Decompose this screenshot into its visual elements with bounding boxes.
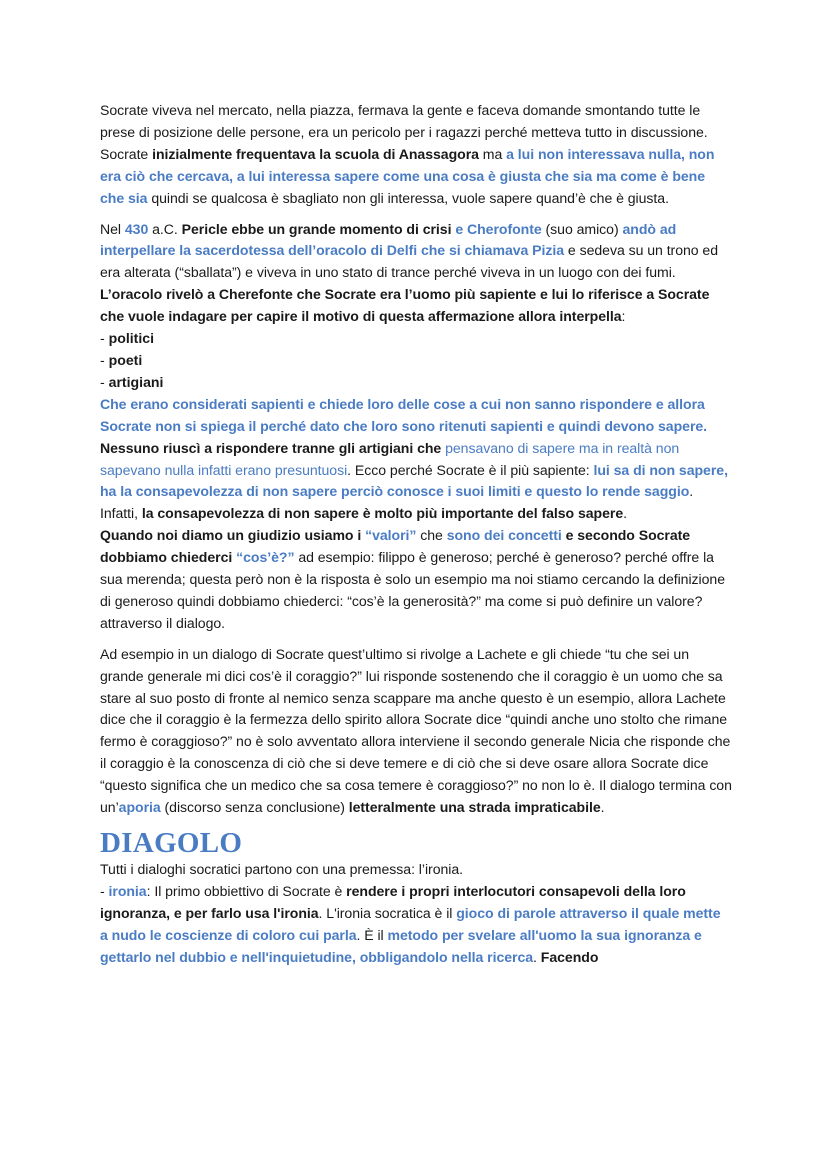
list-item bbox=[100, 372, 732, 394]
text-span: Infatti, bbox=[100, 505, 142, 522]
highlight-span: e Cherofonte bbox=[455, 220, 542, 237]
text-span: quindi se qualcosa è sbagliato non gli interessa, vuole sapere quand’è che è giusta. bbox=[147, 189, 669, 206]
text-span: . bbox=[600, 799, 605, 816]
highlight-span: sono dei concetti bbox=[446, 527, 562, 544]
text-span: . È il bbox=[356, 926, 388, 943]
highlight-span: “cos’è?” bbox=[236, 549, 295, 566]
paragraph-anassagora bbox=[100, 144, 732, 210]
highlight-span: 430 bbox=[124, 220, 149, 237]
text-span: . bbox=[689, 483, 694, 500]
highlight-span: gioco di parole attraverso il quale mette a nudo le coscienze di coloro cui parla bbox=[100, 904, 721, 943]
paragraph-consapevolezza bbox=[100, 503, 732, 525]
text-span: : Il primo obbiettivo di Socrate è bbox=[146, 882, 347, 899]
sapienti-list bbox=[100, 328, 732, 394]
bold-span: Quando noi diamo un giudizio usiamo i bbox=[100, 527, 366, 544]
text-span: e sedeva su un trono ed era alterata (“sballata”) e viveva in uno stato di trance perché viveva in un luogo con dei fumi. bbox=[100, 242, 719, 281]
paragraph-premessa bbox=[100, 859, 732, 881]
text-span: . Ecco perché Socrate è il più sapiente: bbox=[347, 461, 594, 478]
highlight-span: aporia bbox=[118, 799, 161, 816]
text-span: Nel bbox=[100, 220, 125, 237]
highlight-span: lui sa di non sapere, ha la consapevolezza di non sapere perciò conosce i suoi limiti e questo lo rende saggio bbox=[100, 461, 728, 500]
paragraph-sapienti bbox=[100, 394, 732, 438]
text-span: a.C. bbox=[148, 220, 182, 237]
section-heading: DIAGOLO bbox=[100, 827, 243, 859]
text-span: ad esempio: filippo è generoso; perché è generoso? perché offre la sua merenda; questa però non è la risposta è solo un esempio ma noi stiamo cercando la definizione di generoso quindi dobbiamo chiederci: “cos’è la generosità?” ma come si può definire un valore? attraverso il dialogo. bbox=[100, 549, 725, 631]
bold-span: Facendo bbox=[540, 948, 599, 965]
text-span: . bbox=[533, 948, 541, 965]
paragraph-lachete bbox=[100, 644, 732, 819]
list-item bbox=[100, 328, 732, 350]
bold-span: L’oracolo rivelò a Cherefonte che Socrate era l’uomo più sapiente e lui lo riferisce a Socrate che vuole indagare per capire il motivo di questa affermazione allora interpella bbox=[100, 286, 710, 325]
bold-span: e secondo Socrate dobbiamo chiederci bbox=[100, 527, 691, 566]
list-dash: - bbox=[100, 351, 109, 368]
paragraph-socrate-mercato bbox=[100, 100, 732, 144]
text-span: - bbox=[100, 882, 109, 899]
list-item-text: poeti bbox=[108, 351, 143, 368]
text-span: : bbox=[621, 308, 626, 325]
highlight-span: Che erano considerati sapienti e chiede loro delle cose a cui non sanno rispondere e allora Socrate non si spiega il perché dato che loro sono ritenuti sapienti e quindi devono sapere. bbox=[100, 395, 708, 434]
text-span: . L'ironia socratica è il bbox=[318, 904, 457, 921]
paragraph-valori bbox=[100, 525, 732, 635]
paragraph-oracolo bbox=[100, 219, 732, 329]
highlight-span: ironia bbox=[108, 882, 147, 899]
highlight-span: pensavano di sapere ma in realtà non sapevano nulla infatti erano presuntuosi bbox=[100, 439, 680, 478]
text-span: Socrate viveva nel mercato, nella piazza, fermava la gente e faceva domande smontando tutte le prese di posizione delle persone, era un pericolo per i ragazzi perché metteva tutto in discussione. bbox=[100, 102, 708, 140]
text-span: Socrate bbox=[100, 145, 153, 162]
highlight-span: “valori” bbox=[365, 527, 417, 544]
bold-span: Nessuno riuscì a rispondere tranne gli artigiani che bbox=[100, 439, 442, 456]
list-item-text: artigiani bbox=[108, 373, 164, 390]
bold-span: Pericle ebbe un grande momento di crisi bbox=[181, 220, 452, 237]
list-item bbox=[100, 350, 732, 372]
text-span: che bbox=[416, 527, 447, 544]
bold-span: rendere i propri interlocutori consapevoli della loro ignoranza, e per farlo usa l'ironia bbox=[100, 882, 686, 921]
text-span: Ad esempio in un dialogo di Socrate quest’ultimo si rivolge a Lachete e gli chiede “tu che sei un grande generale mi dici cos’è il coraggio?” lui risponde sostenendo che il coraggio è un uomo che sa stare al suo posto di fronte al nemico senza scappare ma anche questo è un esempio, allora Lachete dice che il coraggio è la fermezza dello spirito allora Socrate dice “quindi anche uno stolto che rimane fermo è coraggioso?” no è solo avventato allora interviene il secondo generale Nicia che risponde che il coraggio è la conoscenza di ciò che si deve temere e di ciò che si deve osare allora Socrate dice “questo significa che un medico che sa cosa temere è coraggioso?” no non lo è. Il dialogo termina con un’ bbox=[100, 645, 732, 816]
highlight-span: andò ad interpellare la sacerdotessa dell’oracolo di Delfi che si chiamava Pizia bbox=[100, 220, 677, 259]
paragraph-ironia bbox=[100, 881, 732, 969]
bold-span: la consapevolezza di non sapere è molto più importante del falso sapere bbox=[141, 505, 624, 522]
list-item-text: politici bbox=[108, 330, 155, 347]
text-span: . bbox=[623, 505, 627, 522]
text-span: (suo amico) bbox=[541, 220, 623, 237]
text-span: Tutti i dialoghi socratici partono con una premessa: l’ironia. bbox=[100, 861, 464, 877]
highlight-span: metodo per svelare all'uomo la sua ignoranza e gettarlo nel dubbio e nell'inquietudine, obbligandolo nella ricerca bbox=[100, 926, 702, 965]
highlight-span: a lui non interessava nulla, non era ciò che cercava, a lui interessa sapere come una cosa è giusta che sia ma come è bene che sia bbox=[100, 145, 715, 206]
text-span: ma bbox=[478, 145, 507, 162]
paragraph-artigiani bbox=[100, 438, 732, 504]
bold-span: inizialmente frequentava la scuola di Anassagora bbox=[152, 145, 479, 162]
text-span: (discorso senza conclusione) bbox=[160, 799, 349, 816]
list-dash: - bbox=[100, 330, 109, 347]
list-dash: - bbox=[100, 373, 109, 390]
bold-span: letteralmente una strada impraticabile bbox=[348, 799, 601, 816]
